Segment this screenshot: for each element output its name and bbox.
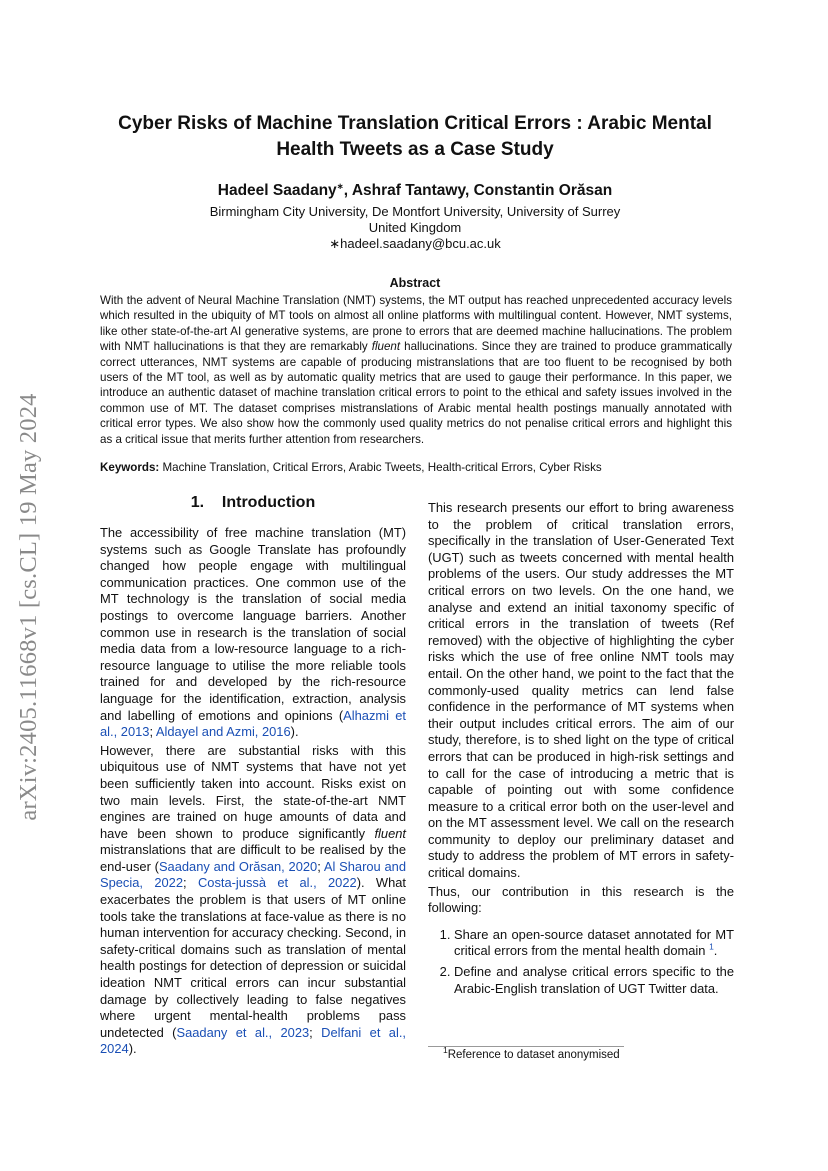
other-authors: , Ashraf Tantawy, Constantin Orăsan <box>343 182 613 199</box>
abstract-emphasis: fluent <box>371 340 401 354</box>
footnote-divider <box>428 1046 624 1047</box>
contribution-text: Define and analyse critical errors specific to the Arabic-English translation of UGT Twitter data. <box>454 964 734 996</box>
title-line-2: Health Tweets as a Case Study <box>276 139 554 160</box>
contribution-item <box>454 964 734 997</box>
first-author: Hadeel Saadany <box>217 182 337 199</box>
left-column <box>100 494 406 1058</box>
affiliation-line-1: Birmingham City University, De Montfort University, University of Surrey <box>209 204 621 219</box>
paragraph-text: ). <box>290 724 299 740</box>
footnote-ref[interactable]: 1 <box>709 942 714 953</box>
citation-link[interactable]: Alhazmi et al., 2013 <box>100 707 406 740</box>
citation-separator: ; <box>149 724 156 740</box>
abstract-text-1: With the advent of Neural Machine Translation (NMT) systems, the MT output has reached unprecedented accuracy levels which resulted in the ubiquity of MT tools on almost all online platforms with multilingual content. However, NMT systems, like other state-of-the-art AI generative systems, are prone to errors that are deemed machine hallucinations. The problem with NMT hallucinations is that they are remarkably <box>100 294 732 354</box>
citation-link[interactable]: Delfani et al., 2024 <box>100 1024 406 1057</box>
corresponding-mark: ∗ <box>336 180 344 191</box>
affiliation-line-2: United Kingdom <box>368 220 462 235</box>
keywords-label: Keywords: <box>100 461 160 474</box>
title-line-1: Cyber Risks of Machine Translation Critical Errors : Arabic Mental <box>118 113 712 134</box>
abstract-body <box>100 293 732 447</box>
author-list <box>90 182 740 200</box>
citation-link[interactable]: Saadany and Orăsan, 2020 <box>158 858 318 874</box>
intro-paragraph-1 <box>100 525 406 741</box>
right-column <box>428 500 734 1001</box>
footnote-text: Reference to dataset anonymised <box>447 1049 620 1061</box>
citation-link[interactable]: Saadany et al., 2023 <box>176 1024 310 1040</box>
arxiv-identifier: arXiv:2405.11668v1 [cs.CL] 19 May 2024 <box>15 393 42 821</box>
citation-separator: ; <box>309 1024 322 1040</box>
abstract-text-2: hallucinations. Since they are trained to produce grammatically correct utterances, NMT systems are capable of producing mistranslations that are too fluent to be recognised by both users of the MT tool, as well as by automatic quality metrics that are used to gauge their performance. In this paper, we introduce an authentic dataset of machine translation critical errors to point to the ethical and safety issues involved in the common use of MT. The dataset comprises mistranslations of Arabic mental health postings manually annotated with critical error types. We also show how the commonly used quality metrics do not penalise critical errors and highlight this as a critical issue that merits further attention from researchers. <box>100 340 732 446</box>
contribution-text: Share an open-source dataset annotated for MT critical errors from the mental health domain <box>454 926 734 959</box>
section-number: 1. <box>190 494 205 511</box>
intro-paragraph-2 <box>100 743 406 1058</box>
section-title: Introduction <box>221 494 316 511</box>
abstract-heading: Abstract <box>389 276 441 290</box>
paragraph-text: The accessibility of free machine translation (MT) systems such as Google Translate has profoundly changed how people engage with multilingual communication practices. One common use of the MT technology is the translation of social media postings to overcome language barriers. Another common use in research is the translation of social media data from a low-resource language to a rich-resource language to utilise the more reliable tools trained for and developed by the rich-resource language for the identification, extraction, analysis and labelling of emotions and opinions ( <box>100 525 406 723</box>
paragraph-text: ). What exacerbates the problem is that users of MT online tools take the translations at face-value as there is no human intervention for accuracy checking. Second, in safety-critical domains such as translation of mental health postings for detection of depression or suicidal ideation NMT critical errors can incur substantial damage by collectively leading to false negatives where urgent mental-health problems pass undetected ( <box>100 875 406 1040</box>
contribution-item <box>454 927 734 960</box>
citation-link[interactable]: Al Sharou and Specia, 2022 <box>100 858 406 891</box>
footnote-mark: 1 <box>443 1045 448 1056</box>
paragraph-text: ). <box>128 1041 137 1057</box>
contribution-list <box>428 927 734 997</box>
keywords-text: Machine Translation, Critical Errors, Arabic Tweets, Health-critical Errors, Cyber Risks <box>159 461 602 474</box>
paragraph-text: However, there are substantial risks with this ubiquitous use of NMT systems that have not yet been sufficiently taken into account. Risks exist on two main levels. First, the state-of-the-art NMT engines are trained on huge amounts of data and have been shown to produce significantly <box>100 742 406 841</box>
intro-paragraph-4: Thus, our contribution in this research is the following: <box>428 883 734 916</box>
citation-link[interactable]: Costa-jussà et al., 2022 <box>197 875 357 891</box>
paper-title <box>90 111 740 163</box>
contribution-text-end: . <box>713 943 718 959</box>
section-heading <box>100 494 406 512</box>
footnote <box>443 1045 620 1061</box>
citation-link[interactable]: Aldayel and Azmi, 2016 <box>155 724 291 740</box>
citation-separator: ; <box>317 858 324 874</box>
citation-separator: ; <box>183 875 198 891</box>
paragraph-text: mistranslations that are difficult to be realised by the end-user ( <box>100 842 406 874</box>
keywords <box>100 461 732 474</box>
paragraph-emphasis: fluent <box>374 825 406 841</box>
intro-paragraph-3: This research presents our effort to bring awareness to the problem of critical translation errors, specifically in the translation of User-Generated Text (UGT) such as tweets concerned with mental health problems of the users. Our study addresses the MT critical errors on two levels. On the one hand, we analyse and extend an initial taxonomy specific of critical errors in the translation of tweets (Ref removed) with the objective of highlighting the cyber risks which the use of free online NMT tools may entail. On the other hand, we point to the fact that the commonly-used quality metrics can lend false confidence in the performance of MT systems when their output includes critical errors. The aim of our study, therefore, is to shed light on the type of critical errors that can be produced in high-risk settings and to call for the case of introducing a metric that is capable of pointing out with some confidence measure to a critical error both on the user-level and on the MT assessment level. We call on the research community to deploy our preliminary dataset and study to address the problem of MT errors in safety-critical domains. <box>428 500 734 881</box>
author-email: ∗hadeel.saadany@bcu.ac.uk <box>329 236 501 251</box>
